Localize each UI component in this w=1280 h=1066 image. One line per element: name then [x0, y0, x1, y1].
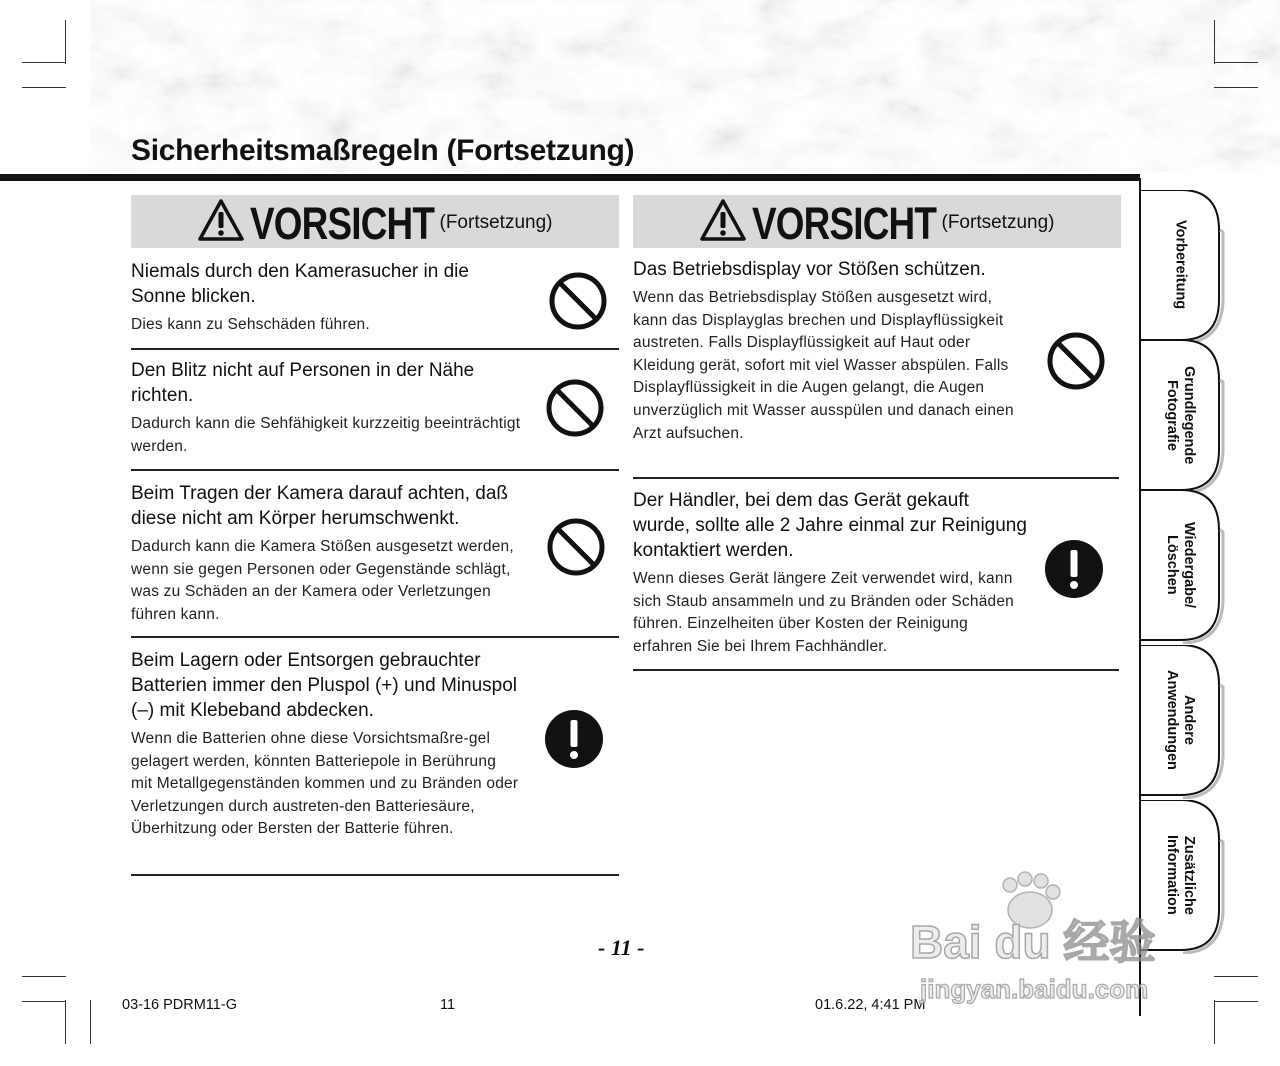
- tab-label: Grundlegende Fotografie: [1164, 365, 1197, 465]
- crop-mark: [1214, 20, 1215, 64]
- tab-vorbereitung[interactable]: [1141, 190, 1219, 340]
- watermark-brand: Bai du 经验: [910, 916, 1156, 968]
- crop-mark: [1214, 1001, 1258, 1002]
- caution-section: [633, 257, 1028, 445]
- warning-subtitle: (Fortsetzung): [439, 212, 553, 233]
- mandatory-icon: [544, 709, 604, 769]
- page-number: - 11 -: [598, 935, 645, 960]
- tab-label: Wiedergabe/ Löschen: [1164, 521, 1197, 609]
- tab-label: Vorbereitung: [1172, 220, 1189, 310]
- section-divider: [633, 477, 1119, 479]
- caution-section: [131, 481, 526, 626]
- section-body: Wenn die Batterien ohne diese Vorsichtsmaßre-gel gelagert werden, könnten Batteriepole in Berührung mit Metallgegenständen kommen und zu Bränden oder Verletzungen durch austreten-den Batteriesäure, Überhitzung oder Bersten der Batterie führen.: [131, 730, 519, 838]
- crop-mark: [1214, 62, 1258, 63]
- watermark-url: jingyan.baidu.com: [920, 974, 1149, 1004]
- section-heading: Beim Tragen der Kamera darauf achten, daß diese nicht am Körper herumschwenkt.: [131, 483, 509, 529]
- caution-section: [131, 259, 521, 337]
- crop-mark: [1214, 87, 1258, 88]
- section-body: Wenn das Betriebsdisplay Stößen ausgesetzt wird, kann das Displayglas brechen und Displayflüssigkeit austreten. Falls Displayflüssigkeit auf Haut oder Kleidung gerät, sofort mit viel Wasser abspülen. Falls Displayflüssigkeit in die Augen gelangt, die Augen unverzüglich mit Wasser ausspülen und danach einen Arzt aufsuchen.: [633, 289, 1014, 442]
- footer-right: 01.6.22, 4:41 PM: [815, 997, 926, 1013]
- crop-mark: [22, 1001, 66, 1002]
- section-body: Dadurch kann die Sehfähigkeit kurzzeitig beeinträchtigt werden.: [131, 415, 521, 455]
- warning-title: VORSICHT: [249, 198, 434, 249]
- crop-mark: [65, 1000, 66, 1044]
- mandatory-icon: [1044, 539, 1104, 599]
- crop-mark: [22, 87, 66, 88]
- section-heading: Den Blitz nicht auf Personen in der Nähe richten.: [131, 360, 475, 406]
- caution-section: [131, 358, 521, 458]
- warning-header-left: [131, 195, 619, 248]
- crop-mark: [1214, 976, 1258, 977]
- crop-mark: [65, 20, 66, 64]
- section-body: Wenn dieses Gerät längere Zeit verwendet wird, kann sich Staub ansammeln und zu Bränden oder Schäden führen. Einzelheiten über Kosten der Reinigung erfahren Sie bei Ihrem Fachhändler.: [633, 570, 1014, 655]
- footer-left: 03-16 PDRM11-G: [122, 997, 237, 1013]
- warning-title: VORSICHT: [751, 198, 936, 249]
- crop-mark: [22, 62, 66, 63]
- section-body: Dies kann zu Sehschäden führen.: [131, 316, 370, 333]
- caution-section: [633, 488, 1028, 658]
- tab-label: Zusätzliche Information: [1164, 835, 1197, 915]
- section-body: Dadurch kann die Kamera Stößen ausgesetzt werden, wenn sie gegen Personen oder Gegenstände schlägt, was zu Schäden an der Kamera oder Verletzungen führen kann.: [131, 538, 514, 623]
- warning-header-right: [633, 195, 1121, 248]
- section-divider: [131, 469, 619, 471]
- footer-center: 11: [440, 997, 456, 1013]
- prohibition-icon: [545, 378, 605, 438]
- tab-label: Andere Anwendungen: [1164, 670, 1197, 770]
- section-divider: [633, 669, 1119, 671]
- crop-mark: [90, 1000, 91, 1044]
- crop-mark: [1214, 1000, 1215, 1044]
- section-heading: Niemals durch den Kamerasucher in die Sonne blicken.: [131, 261, 469, 307]
- section-divider: [131, 348, 619, 350]
- warning-triangle-icon: [198, 198, 244, 242]
- section-heading: Beim Lagern oder Entsorgen gebrauchter Batterien immer den Pluspol (+) und Minuspol (–) mit Klebeband abdecken.: [131, 650, 517, 721]
- section-divider: [131, 874, 619, 876]
- prohibition-icon: [546, 517, 606, 577]
- caution-section: [131, 648, 521, 841]
- watermark-logo: [900, 870, 1200, 1010]
- warning-triangle-icon: [700, 198, 746, 242]
- page-title: Sicherheitsmaßregeln (Fortsetzung): [131, 134, 635, 167]
- section-heading: Der Händler, bei dem das Gerät gekauft wurde, sollte alle 2 Jahre einmal zur Reinigung kontaktiert werden.: [633, 490, 1027, 561]
- prohibition-icon: [548, 271, 608, 331]
- section-divider: [131, 636, 619, 638]
- tab-grundlegende-fotografie[interactable]: [1141, 340, 1219, 490]
- warning-subtitle: (Fortsetzung): [941, 212, 1055, 233]
- tab-andere-anwendungen[interactable]: [1141, 645, 1219, 795]
- tab-wiedergabe-loeschen[interactable]: [1141, 490, 1219, 640]
- crop-mark: [22, 976, 66, 977]
- prohibition-icon: [1046, 331, 1106, 391]
- title-rule: [0, 174, 1140, 181]
- section-heading: Das Betriebsdisplay vor Stößen schützen.: [633, 259, 986, 280]
